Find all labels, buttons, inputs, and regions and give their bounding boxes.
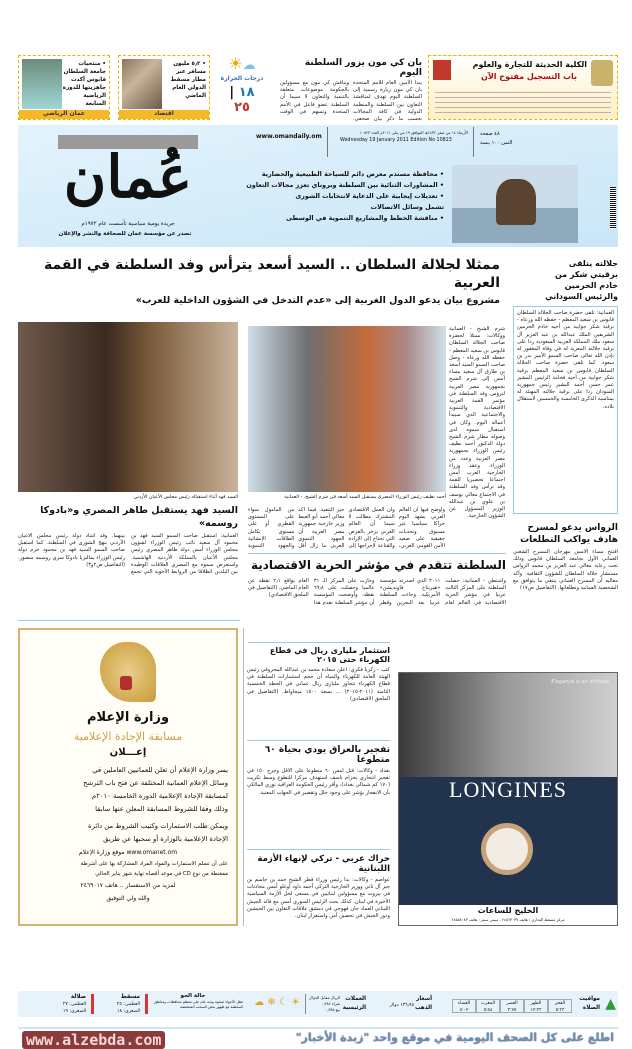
contest-name: مسابقة الإجادة الإعلامية: [73, 730, 183, 743]
teaser-economy[interactable]: [118, 55, 210, 120]
city-salalah: صلالة العظمى: ٢٧ الصغرى: ١٩: [62, 994, 86, 1014]
college-logo: [591, 60, 613, 86]
bullet[interactable]: تشمل وسائل الاتصالات: [370, 203, 444, 211]
bullet[interactable]: • محافظة مسندم معرض دائم للسياحة الطبيعية والحضارية: [261, 170, 444, 178]
weather-label: درجات الحرارة: [220, 75, 264, 82]
masthead: [18, 125, 618, 247]
teaser-sports[interactable]: [18, 55, 110, 120]
ad-line: لمسابقة الإجادة الإعلامية الدورة الخامسة ٢٠١٠م: [92, 792, 228, 800]
asad-photo: [248, 326, 446, 492]
page-count: ٤٨ صفحة: [480, 131, 500, 137]
prayer-cell: العشاء ٧:٠٢: [452, 999, 476, 1013]
prayer-label: مواقيت الصلاة: [579, 996, 600, 1011]
lebanon-body: عواصم - وكالات: بدأ رئيس وزراء قطر الشيخ حمد بن جاسم بن جبر آل ثاني ووزير الخارجية التركي أحمد داود أوغلو أمس محادثات في بيروت مع مسؤولين لبنانيين في مسعى لحل الأزمة السياسية الأخيرة في لبنان. كذلك بحث الرئيس السوري أمس مع قائد الجيش اللبناني العماد جان قهوجي في دمشق علاقات التعاون بين الجيشين ودور الجيش في تحصين أمن واستقرار لبنان.: [247, 877, 390, 920]
ad-line: والله ولي التوفيق: [106, 895, 150, 902]
ban-story[interactable]: [280, 58, 422, 123]
ad-line: ويمكن طلب الاستمارات وكتيب الشروط من دائرة: [88, 822, 228, 830]
ad-line: الإجادة الإعلامية بالوزارة أو سحبها عن طريق: [103, 835, 228, 843]
temp-high: ٢٥: [234, 100, 250, 115]
fahad-photo: [18, 322, 238, 492]
fahad-story: [18, 504, 238, 613]
lead-subheadline: مشروع بيان يدعو الدول الغربية إلى «عدم التدخل في الشؤون الداخلية للعرب»: [135, 295, 500, 306]
ministry-emblem: [100, 642, 156, 702]
prayer-cell: المغرب ٥:٥٨: [476, 999, 500, 1013]
ad-line: على أن تسلم الاستمارات والمواد المراد المشاركة بها على أشرطة: [80, 861, 228, 867]
model-photo: [399, 673, 617, 777]
prayer-cell: الفجر ٥:٣٣: [548, 999, 572, 1013]
fahad-photo-caption: السيد فهد أثناء استقباله رئيس مجلس الأعيان الأردني: [133, 495, 238, 500]
lead-body: شرم الشيخ - العمانية ووكالات: ممثلا لحضرة صاحب الجلالة السلطان قابوس بن سعيد المعظم - حفظه الله ورعاه - وصل صاحب السمو السيد أسعد بن طارق آل سعيد مساء أمس إلى شرم الشيخ بجمهورية مصر العربية لترؤس وفد السلطنة في مؤتمر القمة العربية الاقتصادية والتنموية والاجتماعية الذي سيبدأ أعماله اليوم. وكان في استقبال سموه لدى وصوله مطار شرم الشيخ دولة الدكتور أحمد نظيف رئيس الوزراء بجمهورية مصر العربية وعدد من الوزراء. وعقد وزراء الخارجية العرب أمس اجتماعا تحضيريا للقمة وقد ترأس وفد السلطنة في الاجتماع معالي يوسف بن علوي بن عبدالله الوزير المسؤول عن الشؤون الخارجية.: [449, 326, 505, 520]
city-muscat: مسقط العظمى: ٢٥ الصغرى: ١٨: [116, 994, 140, 1014]
banner-url[interactable]: www.alzebda.com: [22, 1031, 165, 1049]
bullet[interactable]: • مناقشة الخطط والمشاريع التنموية في الوسطى: [285, 214, 444, 222]
electricity-body: كتب - زكريا فكري: أعلن سعادة محمد بن عبدالله المحروقي رئيس الهيئة العامة للكهرباء والمياه أن حجم استثمارات السلطنة في قطاع الكهرباء تتجاوز مليارى ريال عماني في الخطة الخمسية الثامنة (٢٠١١-٢٠١٥) ... بسعة ١٥٠٠ ميجاواط. (التفاصيل في الملحق الاقتصادي): [247, 667, 390, 702]
sidebar-body: العمانية: تلقى حضرة صاحب الجلالة السلطان قابوس بن سعيد المعظم - حفظه الله ورعاه - برقية شكر جوابية من أخيه خادم الحرمين الشريفين الملك عبدالله بن عبد العزيز آل سعود ملك المملكة العربية السعودية ردا على برقية جلالته المعزية له في وفاة المغفور له بإذن الله تعالى صاحب السمو الأمير بدر بن سعود. كما تلقى حضرة صاحب الجلالة السلطان قابوس بن سعيد المعظم برقية شكر جوابية من أخيه فخامة الرئيس المشير عمر حسن أحمد البشير رئيس جمهورية السودان ردا على برقية جلالته المهنئة له بمناسبة الذكرى الخامسة والخمسين لاستقلال بلاده.: [517, 310, 614, 410]
college-title: الكلية الحديثة للتجارة والعلوم: [472, 60, 587, 69]
mosque-icon: ▲: [605, 996, 616, 1012]
currency-label: العملات الرئيسية: [342, 996, 366, 1011]
ad-line: ممغنطة من نوع CD في موعد أقصاه نهاية شهر يناير الحالي: [95, 871, 228, 877]
ad-title: إعـــلان: [109, 747, 147, 758]
airport-photo: [122, 59, 162, 109]
currency-values: الريال مقابل الدولار شراء ٠٫٣٨٤ بيع ٠٫٣٨٥: [309, 995, 340, 1012]
musandam-photo: [452, 165, 578, 243]
gold-label: أسعار الذهب: [414, 996, 432, 1011]
weather-widget: ☀☁ درجات الحرارة ١٨ | ٢٥: [220, 54, 264, 115]
prayer-cell: العصر ٣:٢٥: [500, 999, 524, 1013]
sun-cloud-icon: ☀☁: [228, 54, 256, 73]
date-ar: الأربعاء ١٤ من صفر ١٤٣٢هـ الموافق ١٩ من يناير ٢٠١١م العدد ١٠٨٢٣: [359, 130, 468, 135]
fahad-headline[interactable]: السيد فهد يستقبل طاهر المصري و«بادوكا روسمه»: [40, 505, 238, 529]
price: الثمن ١٠٠ بيسة: [480, 140, 513, 146]
college-emblem: [433, 60, 451, 80]
teaser-economy-text: • ٥٫٢ مليون مسافر عبر مطار مسقط الدولي العام الماضي: [170, 61, 206, 99]
ad-link[interactable]: www.omanet.om موقع وزارة الإعلام: [78, 849, 178, 856]
pool-photo: [22, 59, 62, 109]
ministry-ad[interactable]: [18, 628, 238, 926]
teaser-sports-text: • منتخبات جامعة السلطان قابوس أكدت جاهزيتها للدورة الرياضية السابعة: [62, 61, 106, 107]
ad-phone: لمزيد من الاستفسار .. هاتف ٢٤٦٩٠١٧: [80, 882, 176, 889]
fahad-body: العمانية: استقبل صاحب السمو السيد فهد بن محمود آل سعيد نائب رئيس الوزراء لشؤون مجلس الوزراء أمس دولة طاهر المصري رئيس مجلس الأعيان بالمملكة الأردنية الهاشمية. واستعرض سموه مع المصري العلاقات الوطيدة بين البلدين انطلاقا من الروابط الأخوية التي تجمع بينهما. وقد أشاد دولة رئيس مجلس الأعيان الأردني بنهج الشورى في السلطنة. كما استقبل صاحب السمو السيد فهد بن محمود حرم دولة رئيس الوزراء بماليزيا بادوكا سري روسمه منصور. (التفاصيل ص٢و٣): [18, 533, 238, 576]
weather-label: حالة الجو: [180, 993, 206, 999]
sidebar: [513, 258, 618, 678]
longines-slogan: Elegance is an attitude: [551, 679, 609, 685]
info-bar: [18, 991, 618, 1017]
watch-icon: [481, 823, 533, 875]
date-en: Wednesday 19 January 2011 Edition No 10823: [340, 138, 452, 143]
ministry-name: وزارة الإعلام: [86, 710, 170, 725]
teaser-economy-label: اقتصاد: [119, 110, 209, 119]
dealer-contacts: مركز مسقط التجاري : هاتف ٢٤٥٦٣٠٣٧ - سيتي سنتر : هاتف ٢٤٥٥٨٠٨٣: [451, 917, 565, 922]
ad-lines: [28, 764, 228, 905]
iraq-headline[interactable]: تفجير بالعراق يودي بحياة ٦٠ متطوعا: [264, 745, 390, 765]
freedom-body: واشنطن - العمانية: حصلت السلطنة على المركز الثالث عربيا في مؤشر الحرية الاقتصادية في العالم لعام ٢٠١١ الذي أصدرته مؤسسة «هيريتاج فاونديشن» الأمريكية. وجاءت السلطنة عربيا بعد البحرين وقطر وحازت على المركز الـ ٣١ عالميا وحصلت على ٦٩٫٨ نقطة. وأوضحت المؤسسة أن مؤشر السلطنة تقدم هذا العام بواقع ٢٫١ نقطة عن العام الماضي. (التفاصيل في الملحق الاقتصادي): [248, 578, 506, 606]
ad-line: يسر وزارة الإعلام أن تعلن للعمانيين العاملين في: [92, 766, 228, 774]
prayer-table: [452, 996, 572, 1015]
tagline: جريدة يومية سياسية تأسست عام ١٩٧٢م: [81, 221, 175, 227]
teaser-sports-label: عمان الرياضي: [19, 110, 109, 119]
weather-icons: ☀ ☾ ❄ ☁: [254, 997, 300, 1008]
longines-ad[interactable]: [398, 672, 618, 926]
thermometer-icon: [145, 994, 148, 1014]
logo: عُمان: [58, 135, 198, 220]
lead-body-continued: وأوضح فيها أن العالم العربي يشهد اليوم حراكا سياسيا غير مسبوق وتحديات حقيقية على صعيد الأمن القومي العربي، وأن العمل الاقتصادي المشترك مطالب لا سيما أن العالم العربي يزخر بالفرص التي تحتاج إلى الإرادة والقناعة لإخراجها إلى حيز التنفيذ. فيما أكد معالي أحمد أبو الغيط وزير خارجية جمهورية مصر العربية أن الجهود التنموي العربي ما زال أقل من المأمول سواء على المستوى القطري أو على مستوى تكامل الطاقات الإنشائية والجهود التنموية: [248, 507, 445, 550]
lead-headline[interactable]: ممثلا لجلالة السلطان .. السيد أسعد يترأس وفد السلطنة في القمة العربية: [44, 257, 500, 291]
weather-text: تظل الأجواء صحوة بوجه عام على معظم محافظات ومناطق السلطنة مع ظهور بعض السحب المنخفضة: [154, 1000, 243, 1009]
college-ad[interactable]: [428, 55, 618, 120]
freedom-headline[interactable]: السلطنة تتقدم في مؤشر الحرية الاقتصادية: [250, 558, 506, 572]
iraq-body: بغداد - وكالات: قتل أمس ٦٠ متطوعا على الأقل وجرح ١٥٠ في تفجير انتحاري بحزام ناسف استهدف مركزا للتطوع وسط تكريت (١٧٠ كم شمالي بغداد)، وأقر رئيس الحكومة العراقية نوري المالكي بأن الانفجار يؤشر على وجود خلل وتقصير في الجهات المعنية.: [247, 768, 390, 796]
ban-body: يبدأ الأمين العام للأمم المتحدة بان كي مون زيارة رسمية إلى السلطنة اليوم تهدف لمناقشة التعاون بين السلطنة والمنظمة الدولية في كافة المجالات بحسب ما ذكر بيان صحفي. ويناقش كي مون مع مسؤولين بالحكومة موضوعات متعلقة بالتنمية والتعاون لا سيما أن السلطنة عضو فاعل في الأمم المتحدة وتسهم في الوقت: [280, 80, 422, 123]
ad-line: وسائل الإعلام العمانية المختلفة عن فتح باب الترشح: [83, 779, 228, 787]
longines-brand: LONGINES: [449, 777, 567, 802]
lebanon-headline[interactable]: حراك عربي - تركي لإنهاء الأزمة اللبنانية: [257, 854, 390, 874]
barcode: [610, 187, 616, 229]
sidebar-body-2: افتتح مساء الأمس مهرجان المسرح الشعبي العماني الأول بجامعة السلطان قابوس وذلك تحت رعاية معالي عبد العزيز بن محمد الرواس مستشار جلالة السلطان للشؤون الثقافية. وأكد معاليه أن المسرح العماني ينتقي ما يتوافق مع الشخصية العمانية وتطلعاتها. (التفاصيل ص١٧): [513, 549, 618, 592]
college-subtitle: باب التسجيل مفتوح الآن: [480, 72, 577, 81]
website: www.omandaily.om: [256, 133, 322, 140]
banner-text: اطلع على كل الصحف اليومية في موقع واحد "زبدة الأخبار": [295, 1031, 614, 1044]
lead-heading-block: [18, 256, 500, 307]
center-column: [247, 646, 390, 926]
headline-bullets: [214, 169, 444, 224]
gold-value: ١٣٦٫٩٥ دولار: [389, 1003, 414, 1008]
ad-line: وذلك وفقا للشروط المسابقة المعلن عنها سابقا: [95, 805, 228, 813]
college-ad-fineprint: [435, 88, 611, 116]
bullet[interactable]: • المشاورات الثنائية بين السلطنة وبروناي تعزز مجالات التعاون: [246, 181, 444, 189]
temp-low: ١٨: [238, 85, 255, 100]
sidebar-headline-2[interactable]: الرواس يدعو لمسرح هادف يواكب التطلعات: [520, 523, 618, 545]
electricity-headline[interactable]: استثمار مليارى ريال في قطاع الكهرباء حتى ٢٠١٥: [269, 646, 390, 664]
bullet[interactable]: • تعديلات إيجابية على الدعاية لانتخابات الشورى: [295, 192, 444, 200]
publisher: تصدر عن مؤسسة عمان للصحافة والنشر والإعلان: [58, 231, 192, 237]
ban-headline: بان كي مون يزور السلطنة اليوم: [304, 58, 422, 78]
asad-photo-caption: أحمد نظيف رئيس الوزراء المصري يستقبل السيد أسعد في شرم الشيخ. - العمانية: [284, 495, 446, 500]
prayer-cell: الظهر ١٢:٣٣: [524, 999, 548, 1013]
thermometer-icon: [91, 994, 94, 1014]
dealer-name: الخليج للساعات: [477, 906, 539, 915]
sidebar-headline[interactable]: جلالته يتلقى برقيتي شكر من خادم الحرمين والرئيس السوداني: [545, 259, 618, 301]
